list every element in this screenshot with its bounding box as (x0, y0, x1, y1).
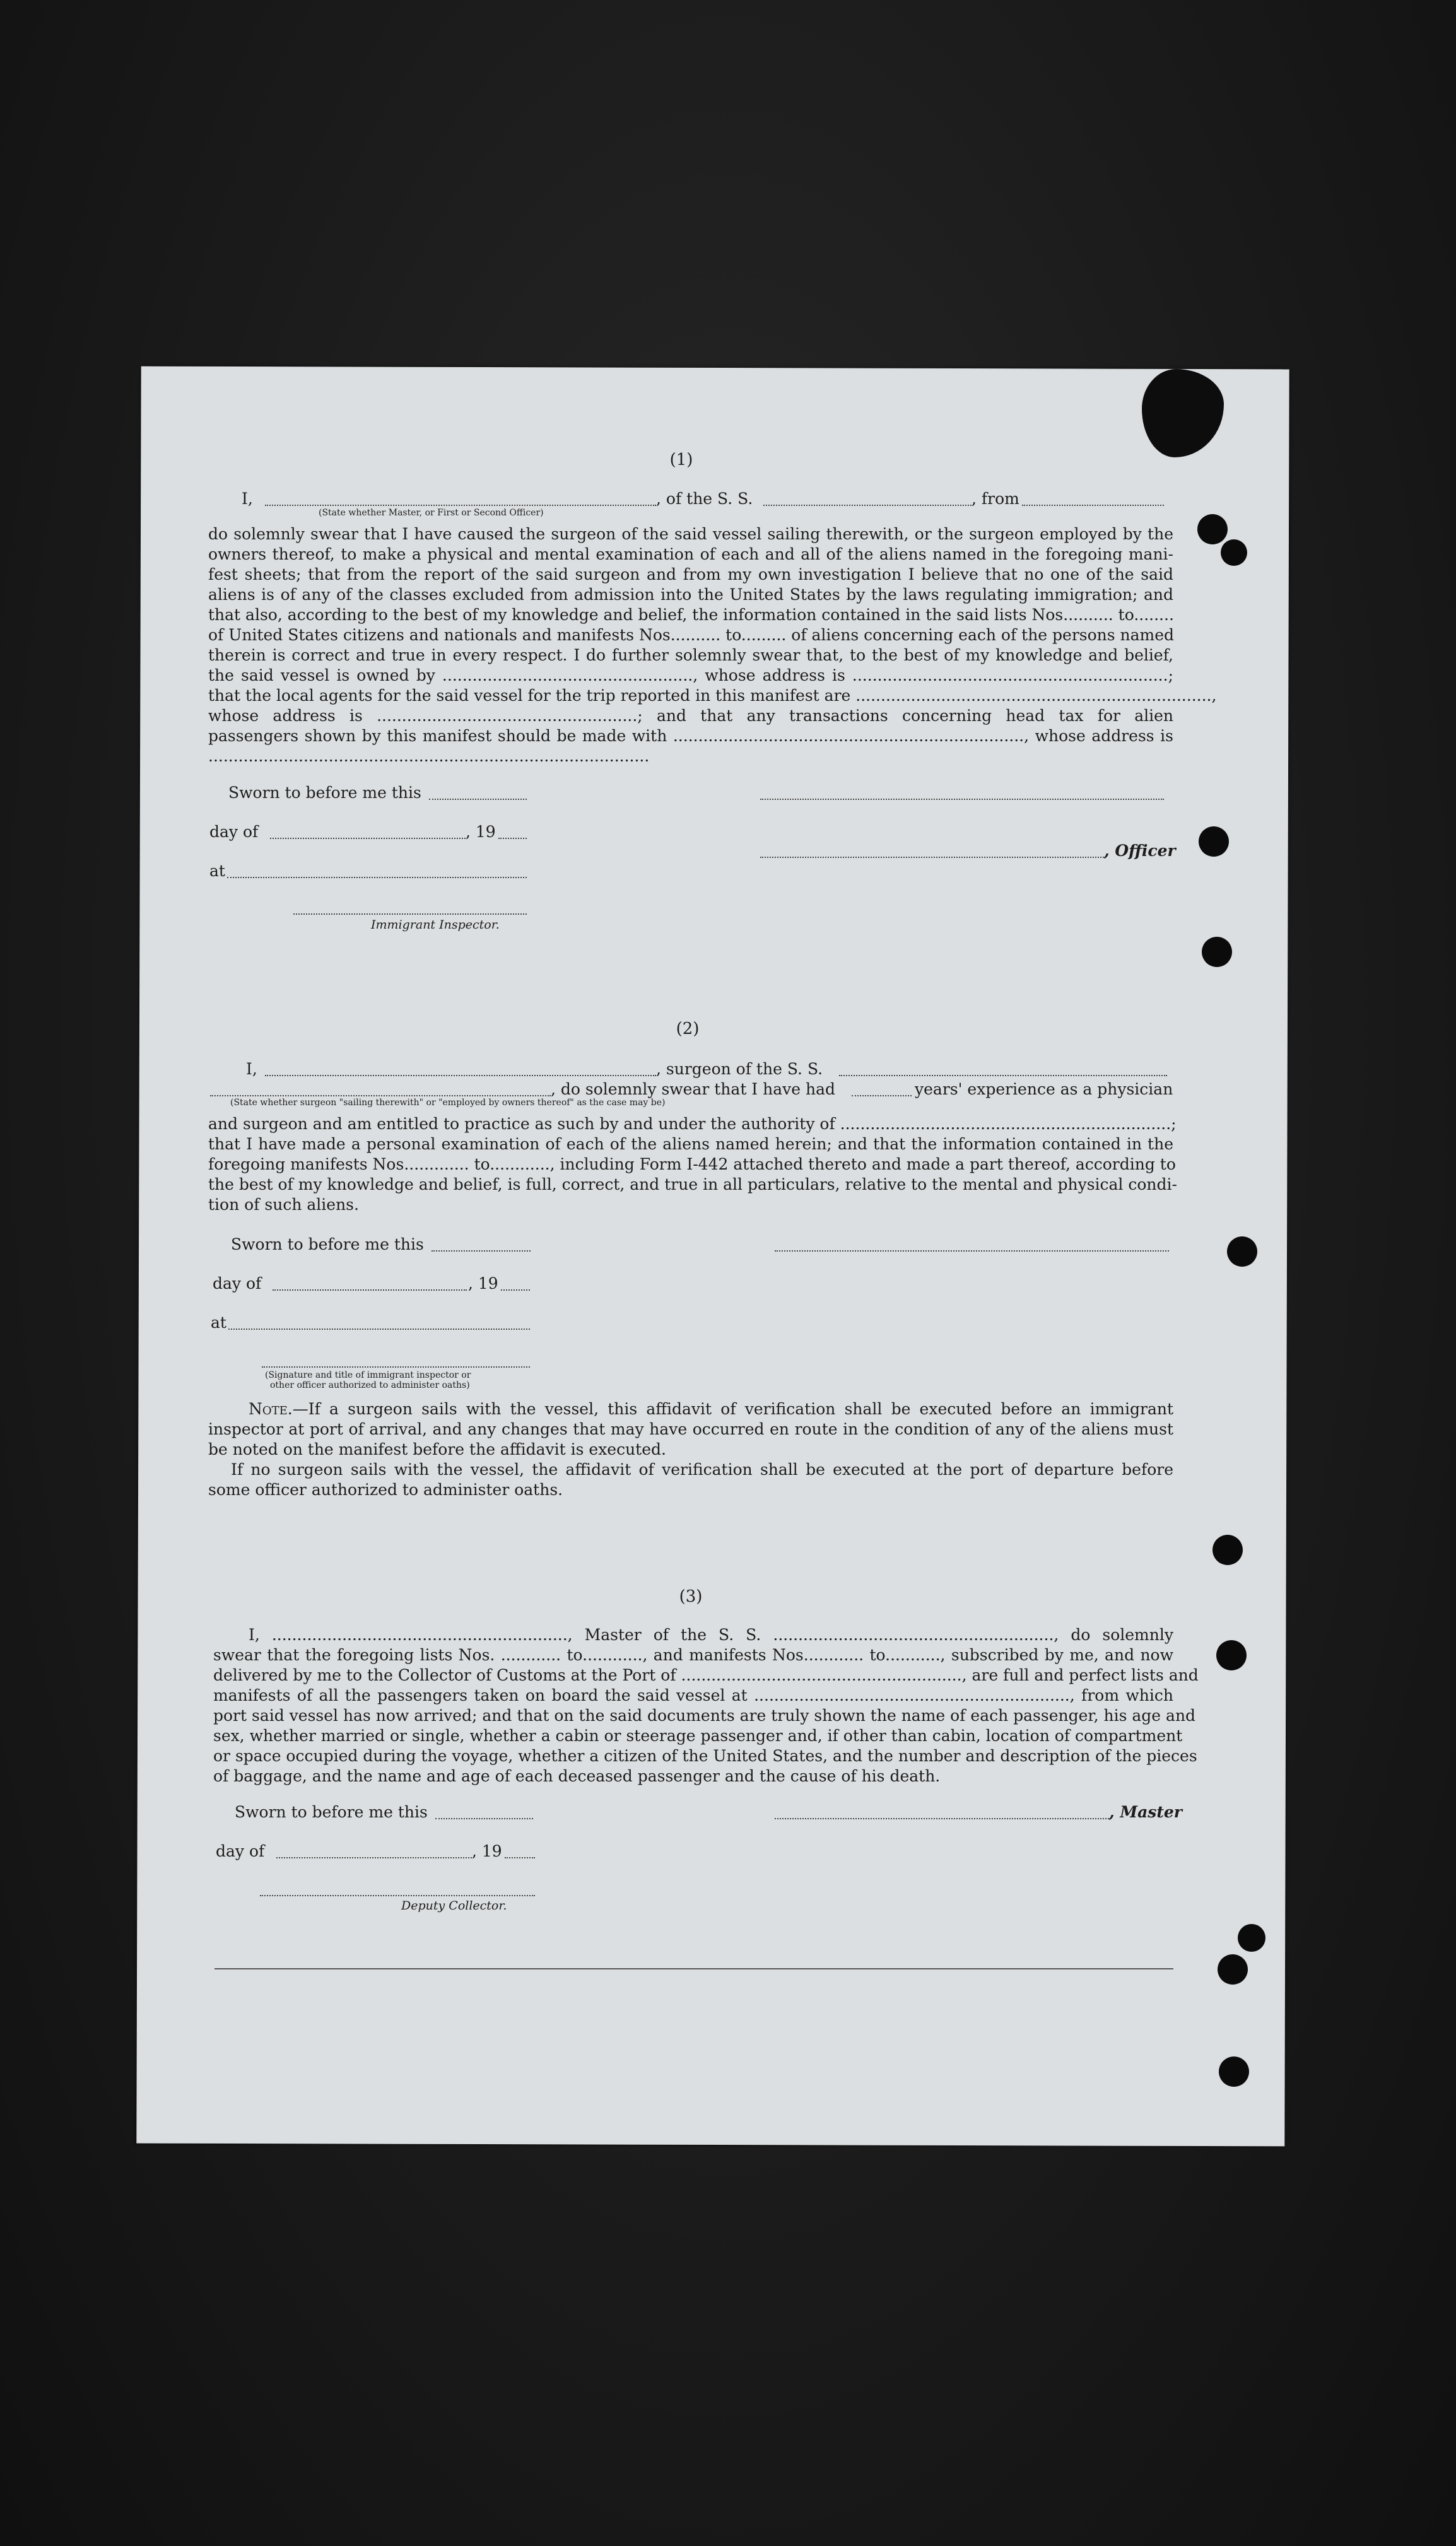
day-of-label: day of (216, 1842, 265, 1860)
body-line: do solemnly swear that I have caused the surgeon of the said vessel sailing therewith, or the surgeon employed by the (208, 525, 1173, 543)
master-name-line (265, 505, 656, 506)
punch-hole (1238, 1924, 1265, 1952)
punch-hole (1212, 1535, 1243, 1565)
body-line: the best of my knowledge and belief, is full, correct, and true in all particulars, relative to the mental and physical condi- (208, 1175, 1177, 1194)
section-3-number: (3) (679, 1587, 703, 1606)
body-line: swear that the foregoing lists Nos. ............ to............, and manifests Nos............ to..........., subscribed by me, and now (213, 1646, 1173, 1664)
section-1-number: (1) (669, 450, 693, 469)
note-paragraph (208, 1399, 1173, 1500)
punch-hole (1219, 2056, 1249, 2087)
body-line: delivered by me to the Collector of Customs at the Port of ........................................................, are full and perfect lists and (213, 1666, 1199, 1684)
punch-hole (1227, 1236, 1257, 1267)
note-line: be noted on the manifest before the affidavit is executed. (208, 1440, 666, 1458)
body-line: of United States citizens and nationals and manifests Nos.......... to......... of aliens concerning each of the persons named (208, 626, 1175, 644)
section-1-intro-prefix: I, (242, 490, 253, 508)
punch-hole (1202, 937, 1232, 967)
year-line (501, 1289, 530, 1291)
sworn-date-line (429, 799, 527, 800)
port-from-line (1022, 505, 1164, 506)
section-1-intro-ss: , of the S. S. (656, 490, 753, 508)
bottom-rule (214, 1968, 1173, 1969)
section-1-intro-from: , from (972, 490, 1019, 508)
note-line: inspector at port of arrival, and any changes that may have occurred en route in the condition of any of the aliens must (208, 1420, 1173, 1438)
note-line: some officer authorized to administer oaths. (208, 1481, 563, 1499)
body-line: aliens is of any of the classes excluded from admission into the United States by the laws regulating immigration; and (208, 585, 1173, 604)
section-2-intro-surgeon: , surgeon of the S. S. (656, 1060, 823, 1078)
body-line: that the local agents for the said vessel for the trip reported in this manifest are ......................................................................., (208, 686, 1217, 705)
body-line: owners thereof, to make a physical and mental examination of each and all of the aliens named in the foregoing mani- (208, 545, 1173, 563)
at-label: at (209, 862, 225, 880)
inspector-caption: Immigrant Inspector. (371, 918, 500, 932)
at-place-line (227, 877, 527, 878)
section-1-body (208, 524, 1217, 766)
surgeon-vessel-line (839, 1075, 1167, 1076)
at-place-line (228, 1329, 530, 1330)
body-line: and surgeon and am entitled to practice as such by and under the authority of ..................................................................; (208, 1115, 1177, 1133)
body-line: foregoing manifests Nos............. to............, including Form I-442 attached thereto and made a part thereof, according to (208, 1155, 1176, 1173)
inspector-signature-line (293, 913, 527, 915)
body-line: that I have made a personal examination of each of the aliens named herein; and that the information contained in the (208, 1135, 1173, 1153)
body-line: whose address is ....................................................; and that any transactions concerning head tax for alien (208, 707, 1173, 725)
deputy-caption: Deputy Collector. (401, 1899, 507, 1913)
body-line: manifests of all the passengers taken on board the said vessel at ..............................................................., from which (213, 1686, 1173, 1704)
surgeon-name-line (265, 1075, 656, 1076)
body-line: the said vessel is owned by .................................................., whose address is ...............................................................; (208, 666, 1173, 684)
authorized-officer-signature-line (262, 1366, 530, 1368)
day-of-label: day of (213, 1274, 262, 1293)
year-label: , 19 (468, 1274, 498, 1293)
body-line: I, ..........................................................., Master of the S. S. ........................................................, do solemnly (249, 1626, 1173, 1644)
note-line: If no surgeon sails with the vessel, the affidavit of verification shall be executed at the port of departure before (231, 1460, 1173, 1479)
punch-hole (1199, 826, 1229, 857)
section-3-body (213, 1625, 1199, 1786)
sworn-label: Sworn to before me this (228, 783, 421, 802)
day-line (276, 1857, 472, 1858)
year-label: , 19 (472, 1842, 502, 1860)
note-text: —If a surgeon sails with the vessel, this affidavit of verification shall be executed before an immigrant (292, 1400, 1173, 1418)
punch-hole (1218, 1954, 1248, 1985)
officer-title-line (760, 857, 1104, 858)
surgeon-signature-line (775, 1250, 1169, 1252)
sworn-label: Sworn to before me this (235, 1803, 428, 1821)
day-of-label: day of (209, 823, 259, 841)
section-2-years: years' experience as a physician (915, 1080, 1173, 1098)
section-2-number: (2) (676, 1019, 700, 1038)
body-line: or space occupied during the voyage, whether a citizen of the United States, and the number and description of the pieces (213, 1747, 1197, 1765)
deputy-signature-line (260, 1895, 535, 1896)
body-line: that also, according to the best of my knowledge and belief, the information contained in the said lists Nos.......... to........ (208, 606, 1174, 624)
year-label: , 19 (466, 823, 496, 841)
officer-label: , Officer (1104, 842, 1176, 860)
master-signature-line (775, 1818, 1109, 1819)
vessel-name-line (763, 505, 972, 506)
punch-hole (1216, 1640, 1247, 1670)
surgeon-status-line (210, 1095, 551, 1096)
body-line: of baggage, and the name and age of each deceased passenger and the cause of his death. (213, 1767, 941, 1785)
year-line (505, 1857, 535, 1858)
section-2-swear: , do solemnly swear that I have had (551, 1080, 836, 1098)
body-line: therein is correct and true in every respect. I do further solemnly swear that, to the best of my knowledge and belief, (208, 646, 1173, 664)
sworn-date-line (432, 1250, 531, 1252)
note-line (208, 1399, 1173, 1419)
at-label: at (211, 1313, 226, 1332)
signature-caption-2: other officer authorized to administer oaths) (270, 1380, 470, 1390)
surgeon-caption: (State whether surgeon "sailing therewith" or "employed by owners thereof" as the case may be) (230, 1098, 666, 1108)
note-label: Note. (249, 1400, 293, 1418)
sworn-label: Sworn to before me this (231, 1235, 424, 1253)
year-line (498, 838, 527, 839)
officer-signature-line (760, 799, 1164, 800)
sworn-date-line (435, 1818, 533, 1819)
master-caption: (State whether Master, or First or Second Officer) (319, 508, 544, 518)
day-line (273, 1289, 467, 1291)
signature-caption-1: (Signature and title of immigrant inspector or (265, 1370, 471, 1380)
body-line: sex, whether married or single, whether a cabin or steerage passenger and, if other than cabin, location of compartment (213, 1727, 1183, 1745)
body-line: passengers shown by this manifest should be made with ......................................................................, whose address is (208, 727, 1173, 745)
punch-hole (1221, 539, 1247, 566)
body-line: ........................................................................................ (208, 747, 650, 765)
body-line: tion of such aliens. (208, 1195, 359, 1214)
master-label: , Master (1109, 1803, 1182, 1821)
day-line (270, 838, 466, 839)
body-line: fest sheets; that from the report of the said surgeon and from my own investigation I believe that no one of the said (208, 565, 1173, 584)
years-line (852, 1095, 912, 1096)
section-2-intro-prefix: I, (246, 1060, 257, 1078)
punch-hole (1197, 514, 1228, 544)
body-line: port said vessel has now arrived; and that on the said documents are truly shown the name of each passenger, his age and (213, 1706, 1196, 1725)
section-2-body (208, 1114, 1177, 1215)
